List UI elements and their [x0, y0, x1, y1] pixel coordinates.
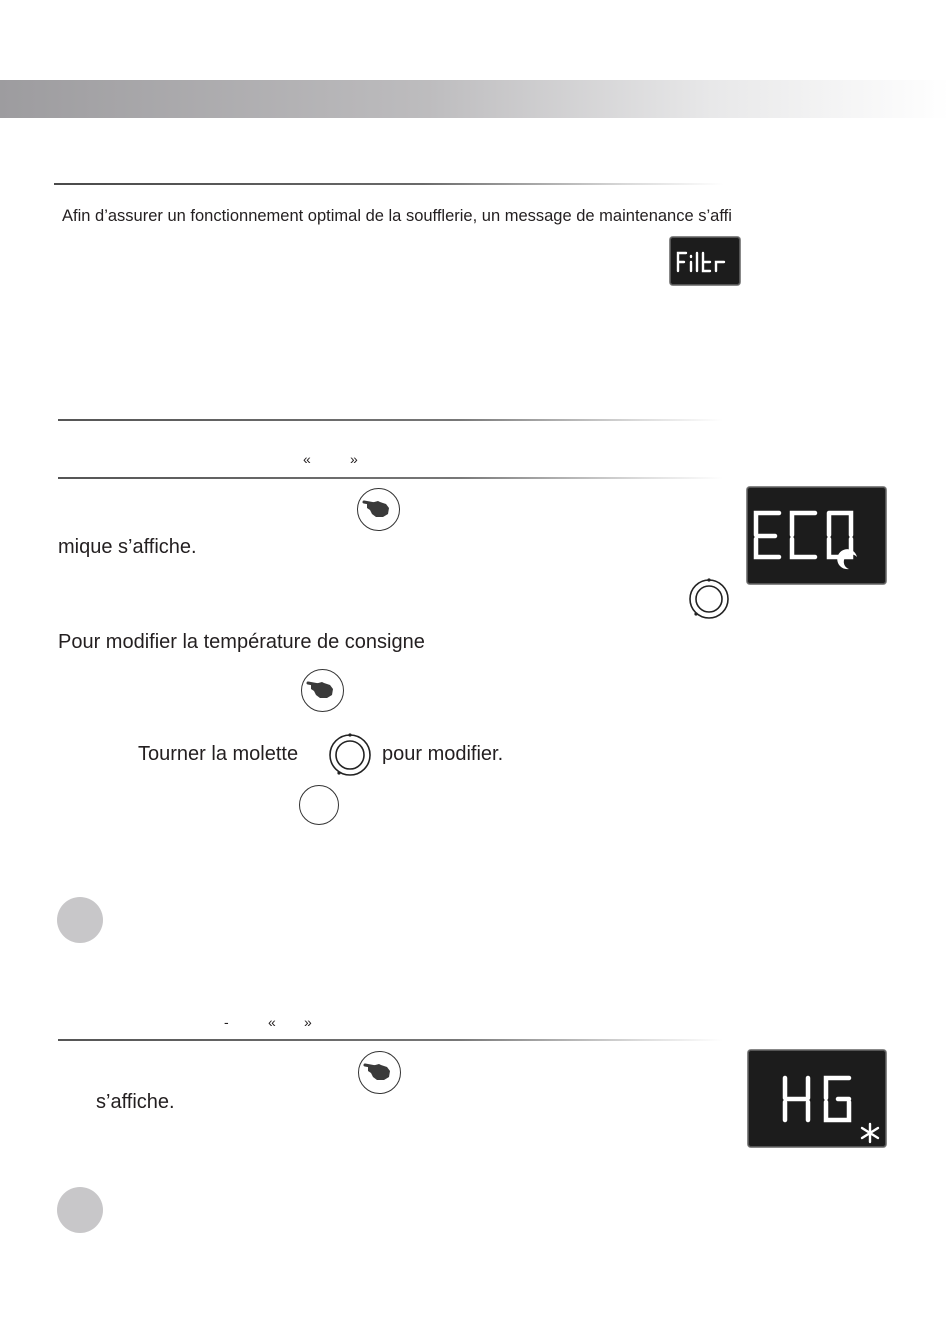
eco-display	[747, 487, 886, 584]
eco-line-mique: mique s’affiche.	[58, 536, 197, 558]
filter-display	[670, 237, 740, 285]
hg-display	[748, 1050, 886, 1147]
section-rule-hg	[58, 1039, 723, 1041]
setpoint-title: Pour modifier la température de consigne	[58, 631, 425, 653]
hg-dash: -	[224, 1014, 229, 1030]
modify-text: pour modifier.	[382, 743, 504, 765]
section-rule-filter	[54, 183, 724, 185]
filter-intro-text: Afin d’assurer un fonctionnement optimal de la soufflerie, un message de maintenance s’affi	[62, 207, 732, 225]
hg-line-affiche: s’affiche.	[96, 1091, 175, 1113]
hg-quote-open: «	[268, 1014, 276, 1030]
section-rule-eco-top	[58, 419, 723, 421]
hg-quote-close: »	[304, 1014, 312, 1030]
hand-pointer-icon	[358, 489, 398, 529]
eco-lcd-icon	[747, 487, 886, 584]
grey-bullet-1	[57, 897, 103, 943]
hg-lcd-icon	[748, 1050, 886, 1147]
grey-bullet-2	[57, 1187, 103, 1233]
knob-icon	[688, 578, 730, 620]
hand-pointer-icon	[302, 670, 342, 710]
mode-button-3[interactable]	[358, 1051, 401, 1094]
eco-quote-open: «	[303, 451, 311, 467]
section-rule-eco-bottom	[58, 477, 723, 479]
turn-text: Tourner la molette	[138, 743, 299, 765]
snowflake-icon	[862, 1124, 878, 1142]
header-band	[0, 80, 950, 118]
knob-dial[interactable]	[688, 578, 730, 620]
mode-button-2[interactable]	[301, 669, 344, 712]
hand-pointer-icon	[359, 1052, 399, 1092]
knob-inline[interactable]	[328, 733, 372, 777]
filtr-lcd-icon	[670, 237, 740, 285]
mode-button[interactable]	[357, 488, 400, 531]
ok-button[interactable]	[299, 785, 339, 825]
knob-icon	[328, 733, 372, 777]
eco-quote-close: »	[350, 451, 358, 467]
